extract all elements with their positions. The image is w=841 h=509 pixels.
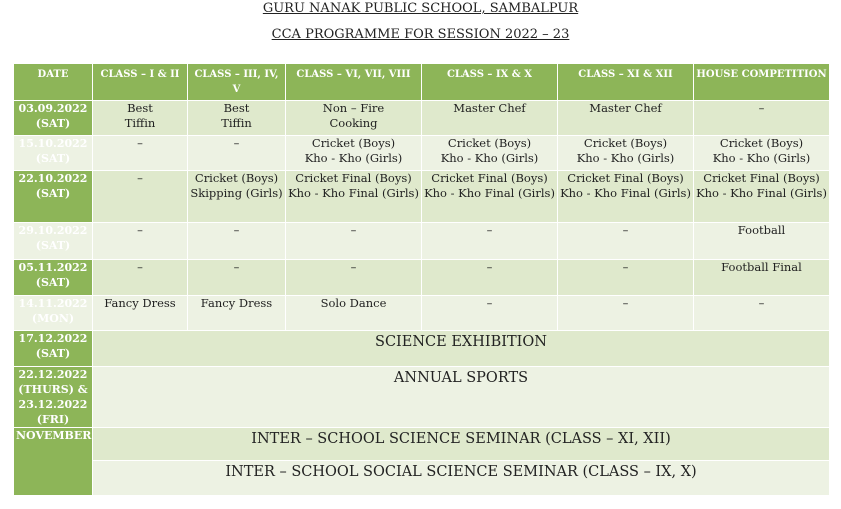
date-cell: 15.10.2022 (SAT)	[14, 136, 93, 171]
header-row	[14, 64, 830, 101]
table-row	[14, 101, 830, 136]
event-cell: –	[93, 260, 188, 296]
school-name: GURU NANAK PUBLIC SCHOOL, SAMBALPUR	[262, 1, 579, 16]
programme-title: CCA PROGRAMME FOR SESSION 2022 – 23	[271, 27, 570, 42]
event-cell: Cricket Final (Boys) Kho - Kho Final (Girls)	[694, 171, 830, 223]
event-cell: –	[694, 296, 830, 331]
event-cell: –	[188, 260, 286, 296]
event-cell: Master Chef	[422, 101, 558, 136]
event-cell: –	[558, 296, 694, 331]
event-cell: Cricket Final (Boys) Kho - Kho Final (Girls)	[286, 171, 422, 223]
event-cell: Master Chef	[558, 101, 694, 136]
date-cell: 29.10.2022 (SAT)	[14, 223, 93, 260]
annual-sports-event: ANNUAL SPORTS	[93, 367, 830, 428]
event-cell: Cricket (Boys) Kho - Kho (Girls)	[422, 136, 558, 171]
date-cell: 17.12.2022 (SAT)	[14, 331, 93, 367]
table-row-science-exhibition	[14, 331, 830, 367]
event-cell: –	[694, 101, 830, 136]
event-cell: –	[93, 171, 188, 223]
event-cell: –	[558, 223, 694, 260]
table-row	[14, 260, 830, 296]
event-cell: Fancy Dress	[93, 296, 188, 331]
science-seminar-event: INTER – SCHOOL SCIENCE SEMINAR (CLASS – XI, XII)	[93, 428, 830, 461]
table-row	[14, 296, 830, 331]
social-science-seminar-event: INTER – SCHOOL SOCIAL SCIENCE SEMINAR (CLASS – IX, X)	[93, 461, 830, 496]
science-exhibition-event: SCIENCE EXHIBITION	[93, 331, 830, 367]
date-cell-november: NOVEMBER	[14, 428, 93, 496]
date-cell: 03.09.2022 (SAT)	[14, 101, 93, 136]
event-cell: Best Tiffin	[93, 101, 188, 136]
col-header-house: HOUSE COMPETITION	[694, 64, 830, 101]
event-cell: –	[422, 260, 558, 296]
event-cell: Football Final	[694, 260, 830, 296]
col-header-class-6-8: CLASS – VI, VII, VIII	[286, 64, 422, 101]
event-cell: Football	[694, 223, 830, 260]
col-header-date: DATE	[14, 64, 93, 101]
event-cell: Cricket Final (Boys) Kho - Kho Final (Girls)	[558, 171, 694, 223]
table-row-november-2	[14, 461, 830, 496]
event-cell: Non – Fire Cooking	[286, 101, 422, 136]
event-cell: –	[93, 136, 188, 171]
event-cell: Cricket (Boys) Kho - Kho (Girls)	[558, 136, 694, 171]
date-cell: 05.11.2022 (SAT)	[14, 260, 93, 296]
event-cell: Cricket (Boys) Skipping (Girls)	[188, 171, 286, 223]
event-cell: –	[93, 223, 188, 260]
col-header-class-9-10: CLASS – IX & X	[422, 64, 558, 101]
event-cell: –	[188, 223, 286, 260]
col-header-class-11-12: CLASS – XI & XII	[558, 64, 694, 101]
event-cell: Best Tiffin	[188, 101, 286, 136]
table-row-annual-sports	[14, 367, 830, 428]
cca-schedule-table	[13, 63, 830, 496]
event-cell: Solo Dance	[286, 296, 422, 331]
event-cell: Fancy Dress	[188, 296, 286, 331]
col-header-class-1-2: CLASS – I & II	[93, 64, 188, 101]
event-cell: –	[188, 136, 286, 171]
event-cell: Cricket (Boys) Kho - Kho (Girls)	[694, 136, 830, 171]
event-cell: –	[422, 296, 558, 331]
table-row	[14, 136, 830, 171]
table-row-november-1	[14, 428, 830, 461]
event-cell: –	[558, 260, 694, 296]
date-cell: 22.10.2022 (SAT)	[14, 171, 93, 223]
date-cell: 14.11.2022 (MON)	[14, 296, 93, 331]
event-cell: Cricket (Boys) Kho - Kho (Girls)	[286, 136, 422, 171]
date-cell: 22.12.2022 (THURS) & 23.12.2022 (FRI)	[14, 367, 93, 428]
table-row	[14, 223, 830, 260]
event-cell: –	[286, 223, 422, 260]
col-header-class-3-5: CLASS – III, IV, V	[188, 64, 286, 101]
table-row	[14, 171, 830, 223]
event-cell: –	[286, 260, 422, 296]
event-cell: Cricket Final (Boys) Kho - Kho Final (Girls)	[422, 171, 558, 223]
event-cell: –	[422, 223, 558, 260]
